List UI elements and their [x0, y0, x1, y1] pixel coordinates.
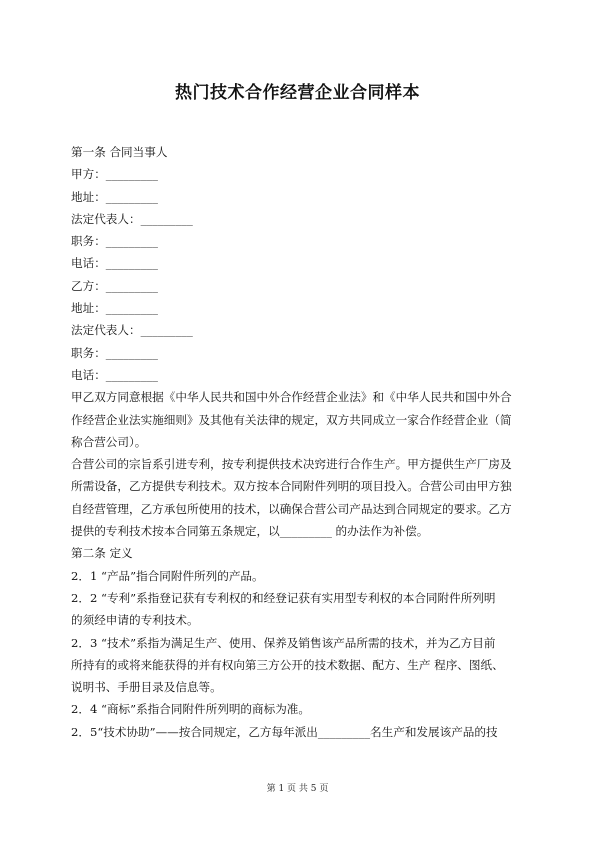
- body-text-line: 称合营公司）。: [71, 434, 147, 449]
- party-a-address: 地址：_________: [71, 189, 158, 204]
- party-a-title: 职务：_________: [71, 234, 158, 249]
- definition-line: 2．4 “商标”系指合同附件所列明的商标为准。: [71, 702, 310, 717]
- party-a-field: 甲方：_________: [71, 167, 158, 182]
- document-title: 热门技术合作经营企业合同样本: [175, 83, 420, 103]
- definition-line: 2．5“技术协助”——按合同规定，乙方每年派出_________名生产和发展该产品的技: [71, 724, 498, 739]
- party-b-title: 职务：_________: [71, 345, 158, 360]
- party-a-phone: 电话：_________: [71, 256, 158, 271]
- body-text-line: 提供的专利技术按本合同第五条规定，以_________ 的办法作为补偿。: [71, 524, 429, 539]
- body-text-line: 合营公司的宗旨系引进专利，按专利提供技术决窍进行合作生产。甲方提供生产厂房及: [71, 457, 512, 472]
- page-footer: 第 1 页 共 5 页: [266, 784, 329, 794]
- definition-line: 2．3 “技术”系指为满足生产、使用、保养及销售该产品所需的技术，并为乙方目前: [71, 635, 496, 650]
- definition-line: 所持有的或将来能获得的并有权向第三方公开的技术数据、配方、生产 程序、图纸、: [71, 657, 504, 672]
- definition-line: 的须经申请的专利技术。: [71, 613, 199, 628]
- body-text-line: 所需设备，乙方提供专利技术。双方按本合同附件列明的项目投入。合营公司由甲方独: [71, 479, 512, 494]
- section-heading: 第二条 定义: [71, 546, 133, 561]
- party-b-phone: 电话：_________: [71, 367, 158, 382]
- document-body: [71, 141, 531, 743]
- party-a-representative: 法定代表人：_________: [71, 211, 193, 226]
- party-b-address: 地址：_________: [71, 301, 158, 316]
- party-b-representative: 法定代表人：_________: [71, 323, 193, 338]
- body-text-line: 作经营企业法实施细则》及其他有关法律的规定，双方共同成立一家合作经营企业（简: [71, 412, 512, 427]
- body-text-line: 自经营管理，乙方承包所使用的技术，以确保合营公司产品达到合同规定的要求。乙方: [71, 501, 512, 516]
- definition-line: 2．1 “产品”指合同附件所列的产品。: [71, 568, 264, 583]
- party-b-field: 乙方：_________: [71, 278, 158, 293]
- definition-line: 2．2 “专利”系指登记获有专利权的和经登记获有实用型专利权的本合同附件所列明: [71, 590, 496, 605]
- section-heading: 第一条 合同当事人: [71, 145, 168, 159]
- body-text-line: 甲乙双方同意根据《中华人民共和国中外合作经营企业法》和《中华人民共和国中外合: [71, 390, 512, 405]
- definition-line: 说明书、手册目录及信息等。: [71, 680, 222, 695]
